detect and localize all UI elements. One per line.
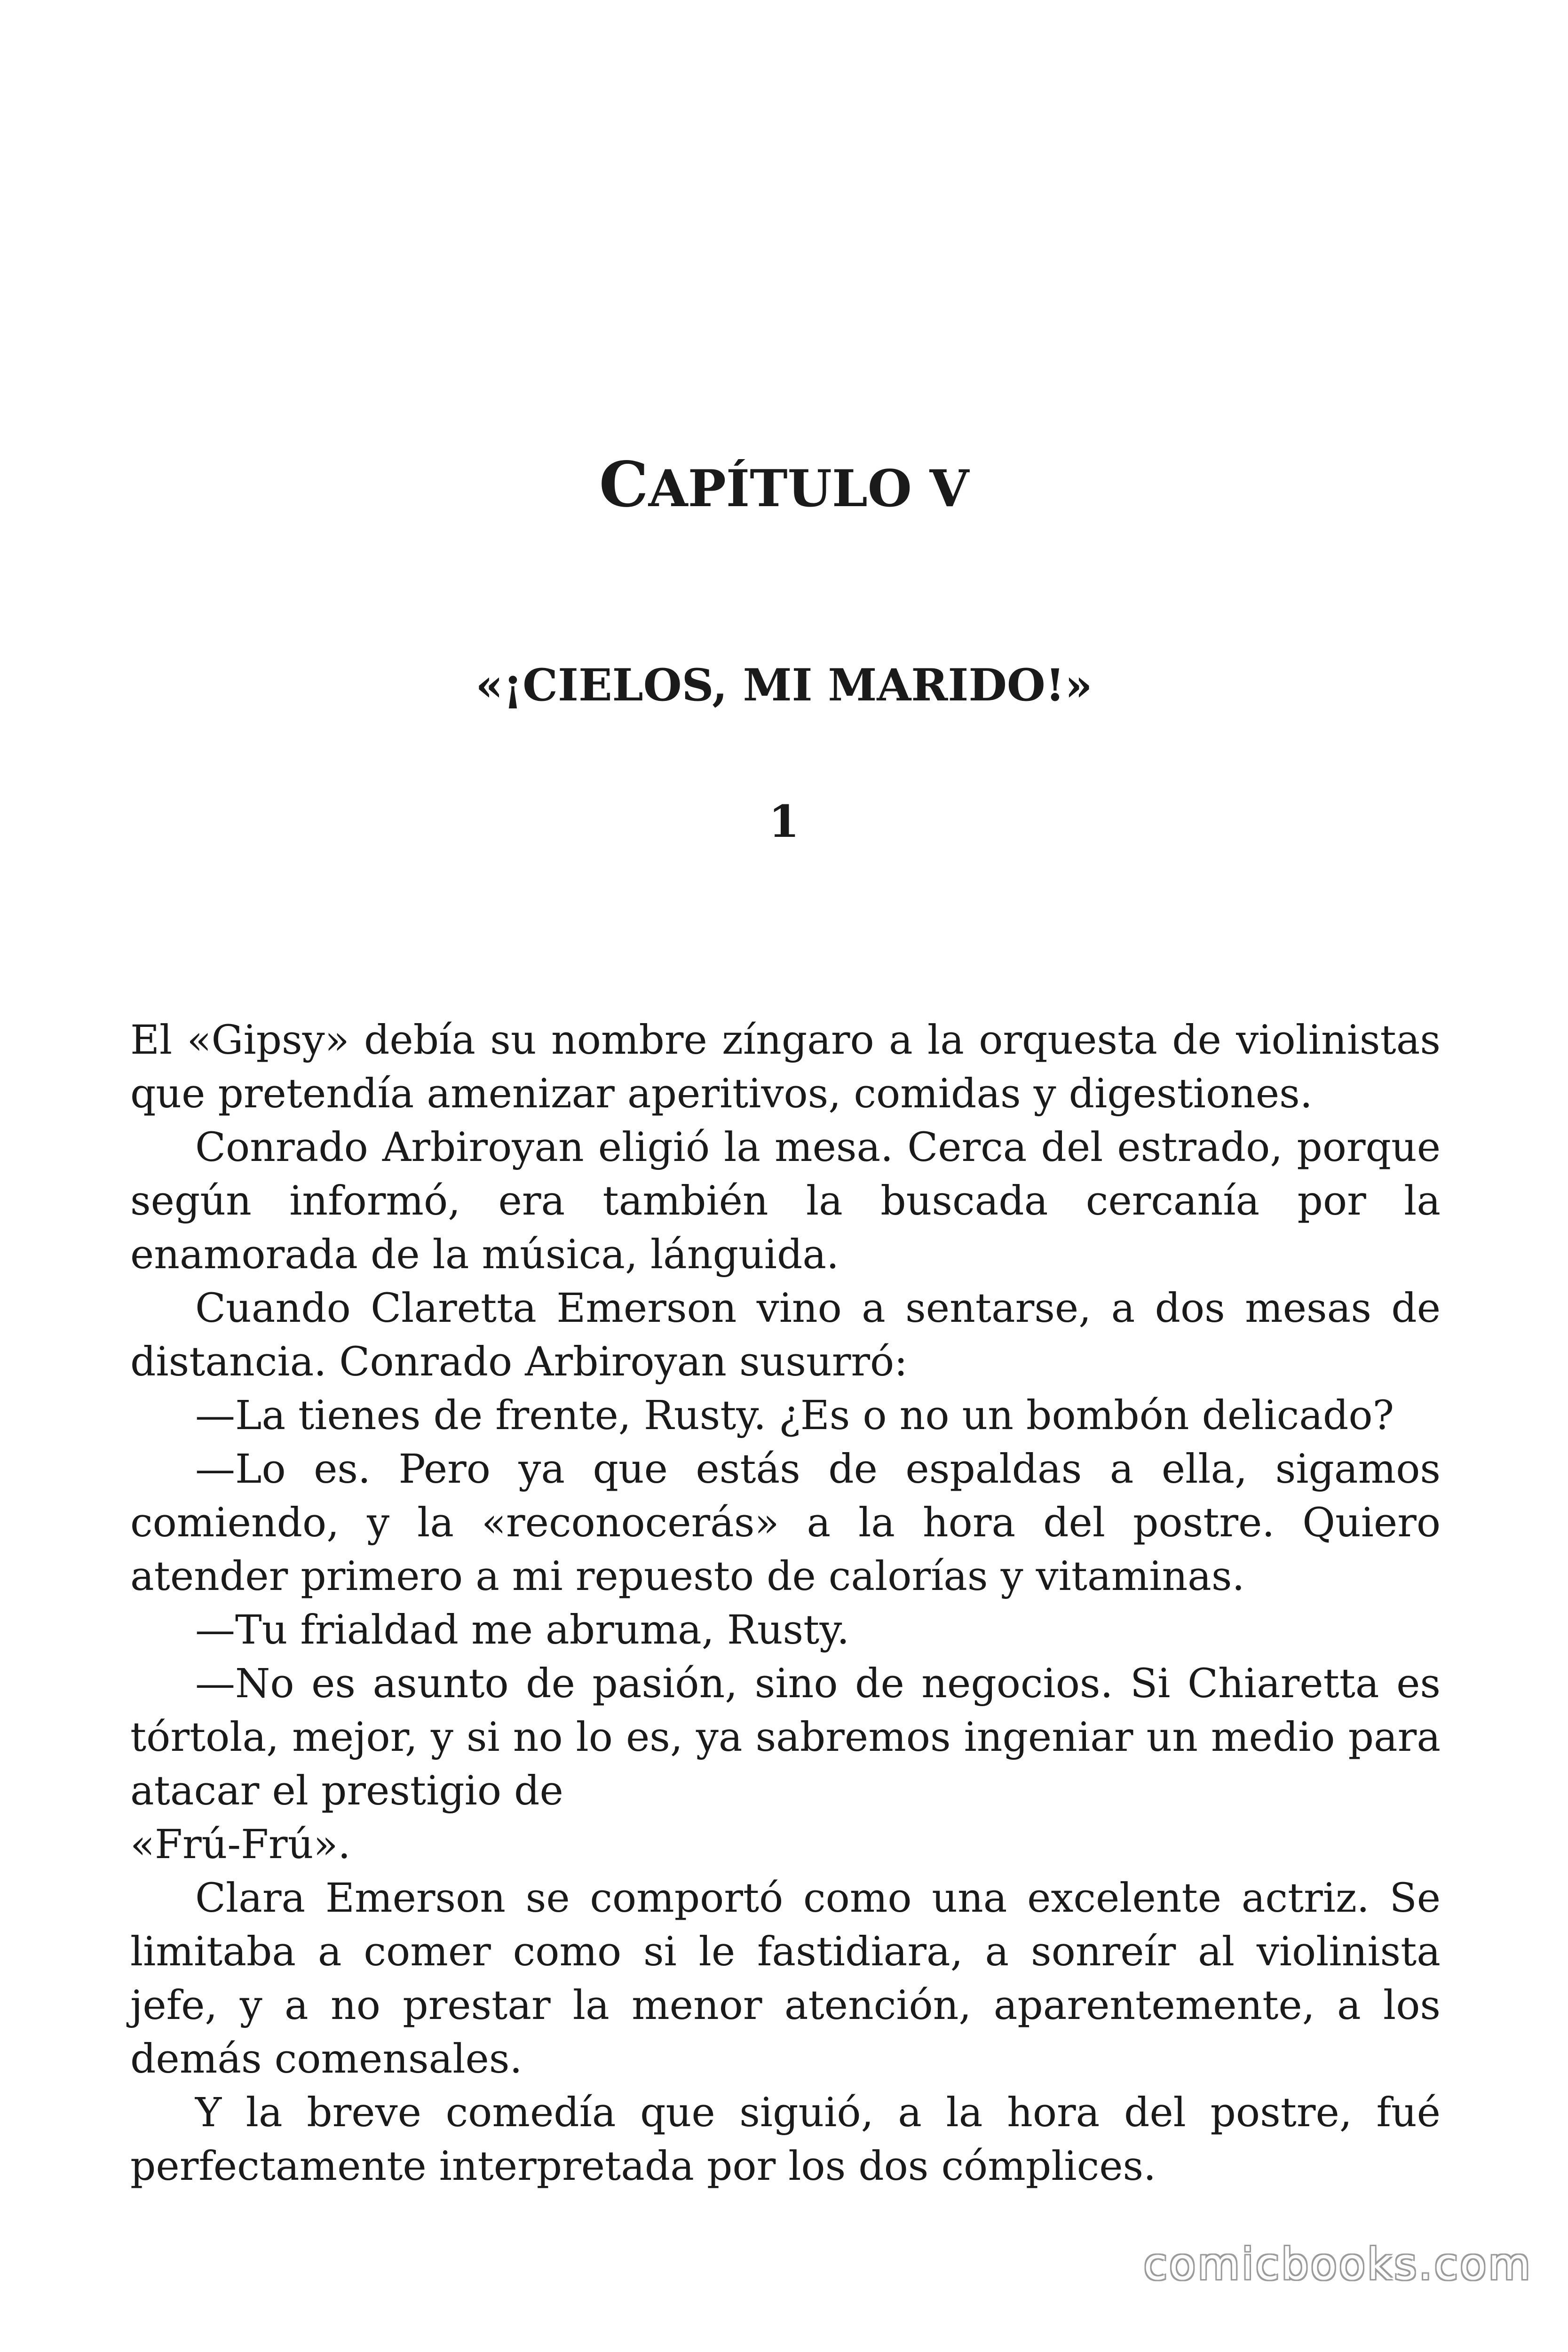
- paragraph: El «Gipsy» debía su nombre zíngaro a la orquesta de violinistas que pretendía amenizar aperitivos, comidas y digestiones.: [130, 1017, 1441, 1117]
- dialogue-line: —La tienes de frente, Rusty. ¿Es o no un bombón delicado?: [195, 1392, 1394, 1439]
- paragraph: Conrado Arbiroyan eligió la mesa. Cerca del estrado, porque según informó, era también la buscada cercanía por la enamorada de la música, lánguida.: [130, 1124, 1441, 1278]
- chapter-title: [0, 448, 1568, 521]
- section-number: 1: [768, 796, 800, 848]
- chapter-title-rest: APÍTULO V: [648, 459, 969, 518]
- paragraph: Cuando Claretta Emerson vino a sentarse, a dos mesas de distancia. Conrado Arbiroyan susurró:: [130, 1285, 1441, 1385]
- paragraph: Clara Emerson se comportó como una excelente actriz. Se limitaba a comer como si le fastidiara, a sonreír al violinista jefe, y a no prestar la menor atención, aparentemente, a los demás comensales.: [130, 1875, 1441, 2082]
- chapter-subtitle: «¡CIELOS, MI MARIDO!»: [475, 660, 1093, 711]
- paragraph: «Frú-Frú».: [130, 1821, 351, 1868]
- dialogue-line: —Tu frialdad me abruma, Rusty.: [195, 1607, 850, 1653]
- dialogue-line: —Lo es. Pero ya que estás de espaldas a ella, sigamos comiendo, y la «reconocerás» a la hora del postre. Quiero atender primero a mi repuesto de calorías y vitaminas.: [130, 1446, 1441, 1600]
- watermark: comicbooks.com: [1143, 2239, 1532, 2289]
- paragraph: Y la breve comedía que siguió, a la hora del postre, fué perfectamente interpretada por los dos cómplices.: [130, 2090, 1441, 2190]
- body-text: [130, 1014, 1441, 2193]
- chapter-title-initial: C: [599, 448, 649, 521]
- dialogue-line: —No es asunto de pasión, sino de negocios. Si Chiaretta es tórtola, mejor, y si no lo es, ya sabremos ingeniar un medio para atacar el prestigio de: [130, 1661, 1441, 1814]
